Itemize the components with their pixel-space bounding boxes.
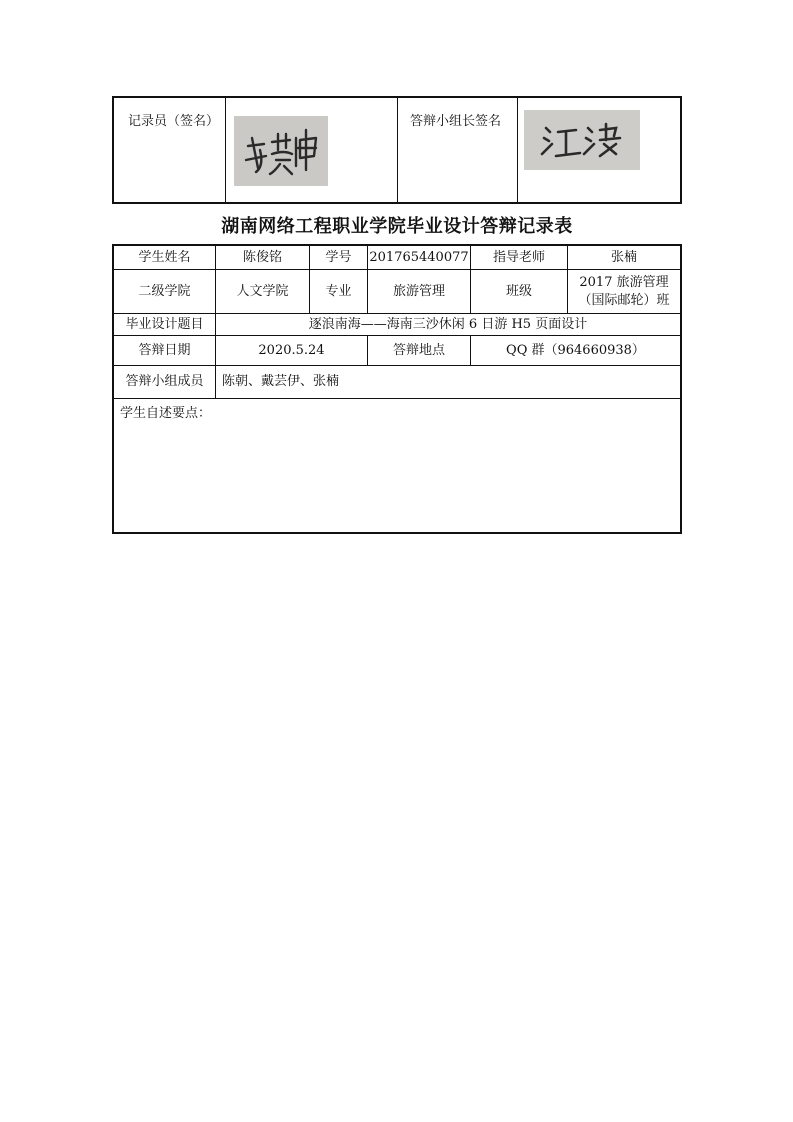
advisor-value: 张楠 [610, 249, 637, 265]
topic-label: 毕业设计题目 [114, 314, 216, 335]
handwritten-signature-icon [524, 110, 640, 170]
date-value: 2020.5.24 [216, 336, 368, 365]
members-value: 陈朝、戴芸伊、张楠 [222, 374, 340, 389]
major-label: 专业 [310, 270, 368, 313]
student-name-label: 学生姓名 [114, 246, 216, 269]
class-value-line2: （国际邮轮）班 [578, 292, 670, 308]
location-value: QQ 群（964660938） [506, 342, 645, 358]
date-label: 答辩日期 [114, 336, 216, 365]
table-row [114, 246, 680, 270]
signature-table [112, 96, 682, 204]
college-label: 二级学院 [114, 270, 216, 313]
recorder-label: 记录员（签名） [128, 114, 220, 129]
class-value [568, 270, 680, 313]
leader-signature-image [524, 110, 640, 170]
recorder-signature-image [234, 116, 328, 186]
leader-label-cell [398, 98, 518, 202]
advisor-label: 指导老师 [471, 246, 568, 269]
major-value: 旅游管理 [368, 270, 471, 313]
statement-label: 学生自述要点： [120, 406, 212, 421]
table-row [114, 314, 680, 336]
members-label: 答辩小组成员 [114, 366, 216, 398]
handwritten-signature-icon [234, 116, 328, 186]
page-title: 湖南网络工程职业学院毕业设计答辩记录表 [221, 216, 573, 237]
table-row [114, 336, 680, 366]
table-row [114, 399, 680, 532]
recorder-label-cell [114, 98, 226, 202]
defense-record-table [112, 244, 682, 534]
table-row [114, 270, 680, 314]
student-id-label: 学号 [310, 246, 368, 269]
location-label: 答辩地点 [368, 336, 471, 365]
topic-value: 逐浪南海——海南三沙休闲 6 日游 H5 页面设计 [308, 316, 588, 332]
statement-section [114, 399, 680, 532]
class-label: 班级 [471, 270, 568, 313]
leader-label: 答辩小组长签名 [410, 114, 502, 129]
recorder-signature-cell [226, 98, 398, 202]
class-value-line1: 2017 旅游管理 [579, 274, 669, 290]
table-row [114, 366, 680, 399]
college-value: 人文学院 [216, 270, 310, 313]
student-id-value: 201765440077 [368, 246, 471, 269]
leader-signature-cell [518, 98, 680, 202]
student-name-value: 陈俊铭 [216, 246, 310, 269]
